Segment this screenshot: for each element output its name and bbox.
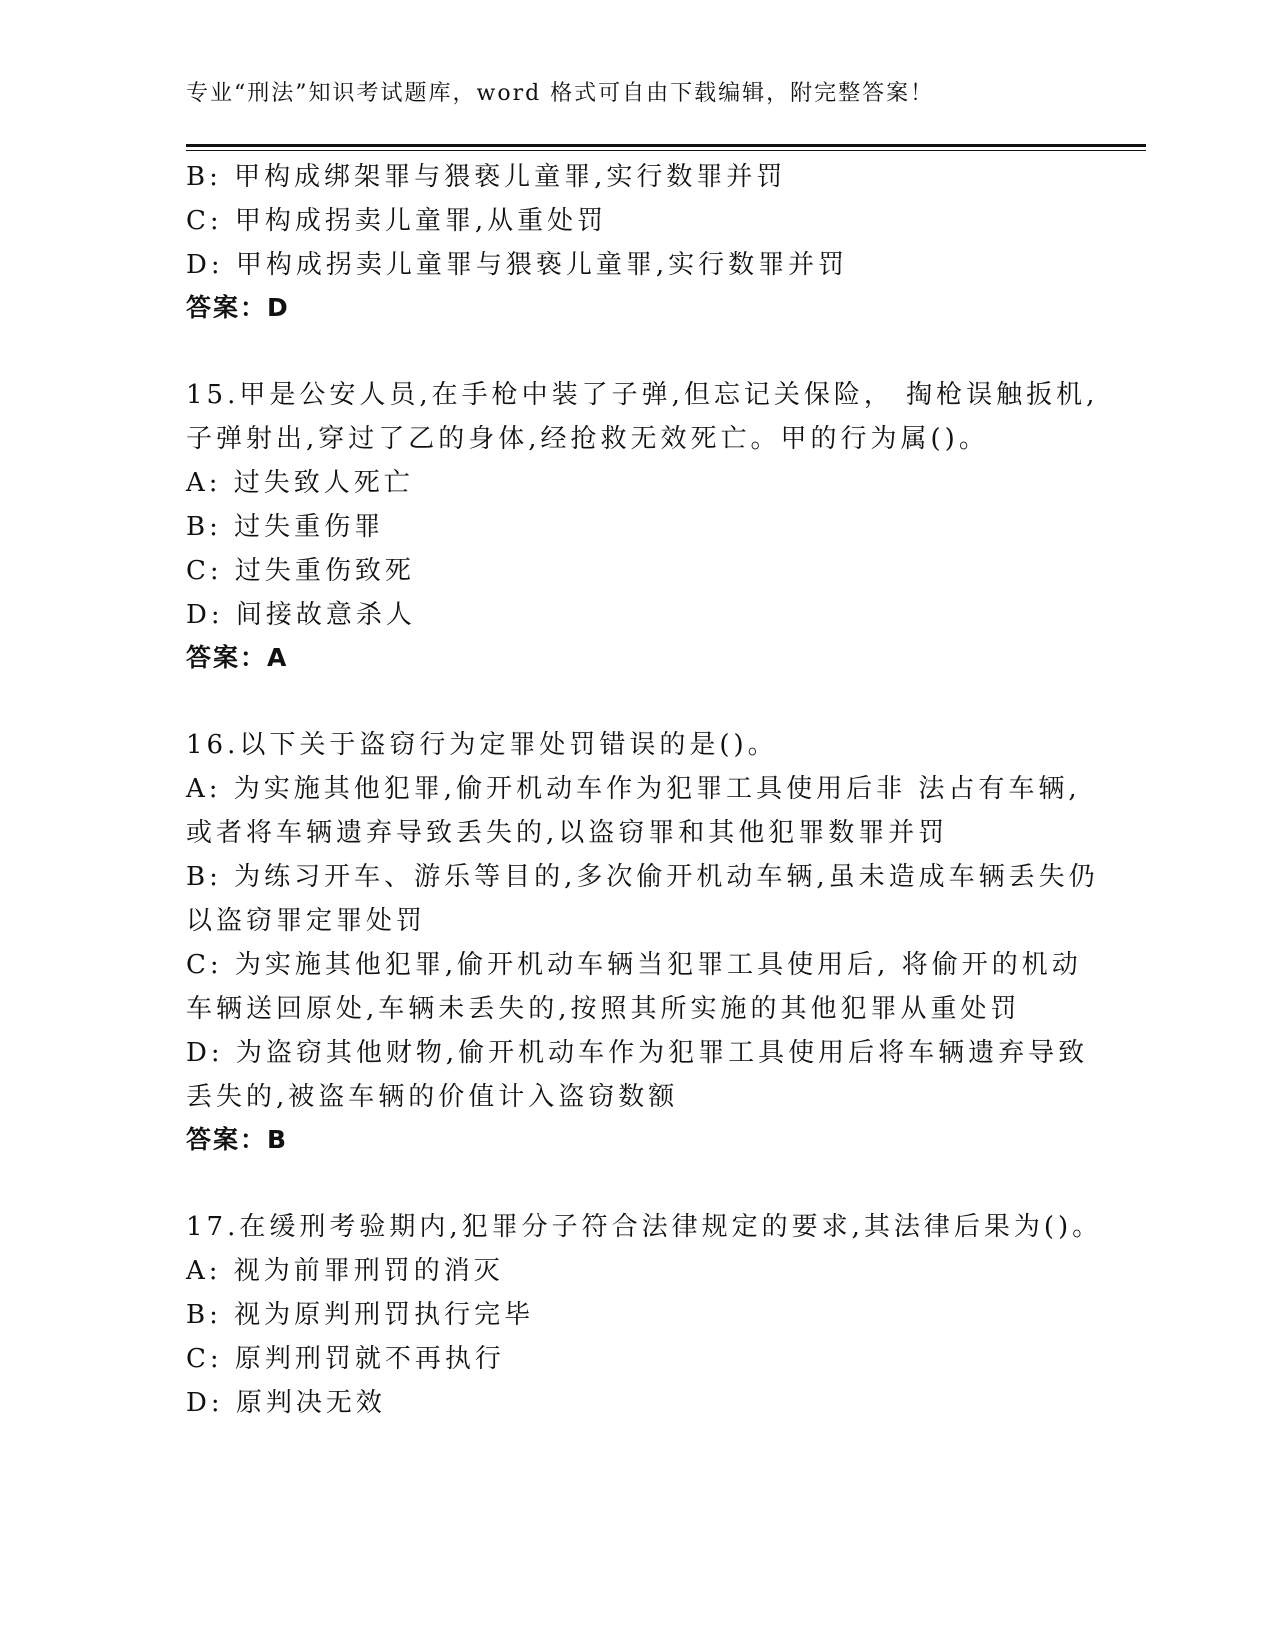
header-divider-thin <box>186 150 1146 151</box>
q16-option-a-line-2: 或者将车辆遗弃导致丢失的,以盗窃罪和其他犯罪数罪并罚 <box>186 818 949 848</box>
header-divider-thick <box>186 144 1146 147</box>
q17-stem: 17.在缓刑考验期内,犯罪分子符合法律规定的要求,其法律后果为()。 <box>186 1212 1103 1242</box>
q16-option-d-line-2: 丢失的,被盗车辆的价值计入盗窃数额 <box>186 1082 679 1112</box>
q14-option-b: B: 甲构成绑架罪与猥亵儿童罪,实行数罪并罚 <box>186 162 787 192</box>
q17-option-c: C: 原判刑罚就不再执行 <box>186 1344 505 1374</box>
q15-option-a: A: 过失致人死亡 <box>186 468 414 498</box>
q15-stem-line-2: 子弹射出,穿过了乙的身体,经抢救无效死亡。甲的行为属()。 <box>186 424 989 454</box>
q16-option-c-line-1: C: 为实施其他犯罪,偷开机动车辆当犯罪工具使用后, 将偷开的机动 <box>186 950 1082 980</box>
q16-option-a-line-1: A: 为实施其他犯罪,偷开机动车作为犯罪工具使用后非 法占有车辆, <box>186 774 1081 804</box>
q17-option-d: D: 原判决无效 <box>186 1388 386 1418</box>
q16-option-d-line-1: D: 为盗窃其他财物,偷开机动车作为犯罪工具使用后将车辆遗弃导致 <box>186 1038 1089 1068</box>
q17-option-b: B: 视为原判刑罚执行完毕 <box>186 1300 535 1330</box>
header-text: 专业“刑法”知识考试题库，word 格式可自由下载编辑，附完整答案！ <box>186 81 935 106</box>
q14-option-c: C: 甲构成拐卖儿童罪,从重处罚 <box>186 206 608 236</box>
q15-option-d: D: 间接故意杀人 <box>186 600 416 630</box>
q15-option-c: C: 过失重伤致死 <box>186 556 415 586</box>
q17-option-a: A: 视为前罪刑罚的消灭 <box>186 1256 504 1286</box>
q16-answer: 答案：B <box>186 1125 289 1154</box>
q16-option-b-line-2: 以盗窃罪定罪处罚 <box>186 906 427 936</box>
q15-answer: 答案：A <box>186 643 289 672</box>
q16-option-c-line-2: 车辆送回原处,车辆未丢失的,按照其所实施的其他犯罪从重处罚 <box>186 994 1021 1024</box>
q16-stem: 16.以下关于盗窃行为定罪处罚错误的是()。 <box>186 730 778 760</box>
q15-option-b: B: 过失重伤罪 <box>186 512 385 542</box>
q14-option-d: D: 甲构成拐卖儿童罪与猥亵儿童罪,实行数罪并罚 <box>186 250 849 280</box>
q15-stem-line-1: 15.甲是公安人员,在手枪中装了子弹,但忘记关保险， 掏枪误触扳机, <box>186 380 1099 410</box>
q16-option-b-line-1: B: 为练习开车、游乐等目的,多次偷开机动车辆,虽未造成车辆丢失仍 <box>186 862 1099 892</box>
q14-answer: 答案：D <box>186 293 290 322</box>
